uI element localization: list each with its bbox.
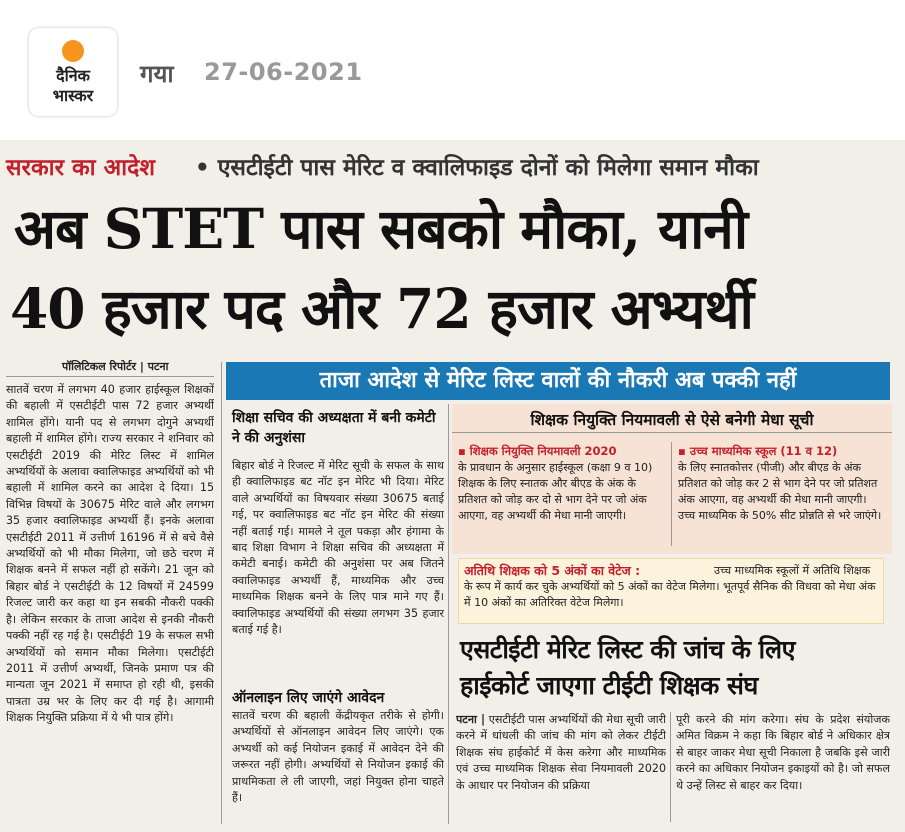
column3-text: एसटीईटी पास अभ्यर्थियों की मेधा सूची जारी करने में धांधली की जांच की मांग को लेकर टीईटी शिक्षक संघ हाईकोर्ट में केस करेगा और माध्यमिक एवं उच्च माध्यमिक शिक्षक सेवा नियमावली 2020 के आधार पर नियोजन की प्रक्रिया bbox=[456, 713, 666, 792]
article-column-1: सातवें चरण में लगभग 40 हजार हाईस्कूल शिक्षकों की बहाली में एसटीईटी पास 72 हजार अभ्यर्थी शामिल होंगे। यानी पद से लगभग दोगुने अभ्यर्थी बहाली में शामिल होंगे। राज्य सरकार ने शनिवार को एसटीईटी 2019 की मेरिट लिस्ट में शामिल अभ्यर्थियों के अलावा क्वालिफाइड अभ्यर्थियों को भी बहाली में शामिल करने का आदेश दे दिया। 15 विभिन्न विषयों के 30675 मेरिट वाले और लगभग 35 हजार क्वालिफाइड अभ्यर्थी हैं। इनके अलावा एसटीईटी 2011 में उत्तीर्ण 16196 में से बचे वैसे अभ्यर्थियों को भी मौका मिलेगा, जो छठे चरण में शिक्षक बनने में सफल नहीं हो सकेंगे। 21 जून को बिहार बोर्ड ने एसटीईटी के 12 विषयों में 24599 रिजल्ट जारी कर कहा था इन सबकी नौकरी पक्की है। लेकिन सरकार के ताजा आदेश से इनकी नौकरी पक्की नहीं रह गई है। एसटीईटी 19 के सफल सभी अभ्यर्थियों को समान मौका मिलेगा। एसटीईटी 2011 में उत्तीर्ण अभ्यर्थी, जिनके प्रमाण पत्र की मान्यता जून 2021 में समाप्त हो रही थी, इसकी पात्रता उम्र भर के लिए कर दी गई है। आगामी शिक्षक नियुक्ति प्रक्रिया में ये भी पात्र होंगे। bbox=[6, 383, 214, 725]
article-column-2b: सातवें चरण की बहाली केंद्रीयकृत तरीके से होगी। अभ्यर्थियों से ऑनलाइन आवेदन लिए जाएंगे। एक अभ्यर्थी को कई नियोजन इकाई में आवेदन देने की जरूरत नहीं होगी। अभ्यर्थियों से नियोजन इकाई की प्राथमिकता ले ली जाएगी, जहां नियुक्त होना चाहते हैं। bbox=[232, 709, 444, 805]
merit-rule-left-text: के प्रावधान के अनुसार हाईस्कूल (कक्षा 9 व 10) शिक्षक के लिए स्नातक और बीएड के अंक के प्रतिशत को जोड़ कर दो से भाग देने पर जो अंक आएगा, वह अभ्यर्थी की मेधा मानी जाएगी। bbox=[458, 461, 653, 522]
kicker-text: • एसटीईटी पास मेरिट व क्वालिफाइड दोनों को मिलेगा समान मौका bbox=[195, 155, 759, 181]
column-divider bbox=[6, 376, 214, 377]
second-headline-line2: हाईकोर्ट जाएगा टीईटी शिक्षक संघ bbox=[460, 671, 758, 700]
second-headline-line1: एसटीईटी मेरिट लिस्ट की जांच के लिए bbox=[460, 635, 795, 664]
column-divider bbox=[670, 712, 671, 822]
column2-heading: शिक्षा सचिव की अध्यक्षता में बनी कमेटी ने की अनुशंसा bbox=[232, 410, 436, 446]
merit-rule-right-label: ▪ उच्च माध्यमिक स्कूल (11 व 12) bbox=[678, 444, 838, 458]
article-column-2: बिहार बोर्ड ने रिजल्ट में मेरिट सूची के सफल के साथ ही क्वालिफाइड बट नॉट इन मेरिट भी दिया। मेरिट वाले अभ्यर्थियों का विषयवार संख्या 30675 बताई गई, पर क्वालिफाइड बट नॉट इन मेरिट की संख्या नहीं बताई गई। मामले ने तूल पकड़ा और हंगामा के बाद शिक्षा विभाग ने शिक्षा सचिव की अध्यक्षता में कमेटी बनाई। कमेटी की अनुशंसा पर अब जितने क्वालिफाइड अभ्यर्थी हैं, माध्यमिक और उच्च माध्यमिक शिक्षक बनने के लिए पात्र माने गए हैं। क्वालिफाइड अभ्यर्थियों की संख्या लगभग 35 हजार बताई गई है। bbox=[232, 459, 444, 637]
merit-rule-left-label: ▪ शिक्षक नियुक्ति नियमावली 2020 bbox=[458, 444, 617, 458]
dainik-bhaskar-logo[interactable] bbox=[29, 28, 117, 116]
weightage-text: उच्च माध्यमिक स्कूलों में अतिथि शिक्षक के रूप में कार्य कर चुके अभ्यर्थियों को 5 अंकों का वेटेज मिलेगा। भूतपूर्व सैनिक की विधवा को मेधा अंक में 10 अंकों का अतिरिक्त वेटेज मिलेगा। bbox=[464, 564, 876, 609]
edition-date: 27-06-2021 bbox=[204, 58, 363, 86]
sun-icon bbox=[62, 40, 84, 62]
logo-text-line2: भास्कर bbox=[52, 86, 94, 105]
article-column-4: पूरी करने की मांग करेगा। संघ के प्रदेश संयोजक अमित विक्रम ने कहा कि बिहार बोर्ड ने अधिकार क्षेत्र से बाहर जाकर मेधा सूची निकाला है जबकि इसे जारी करने का अधिकार नियोजन इकाइयों को है। जो सफल थे उन्हें लिस्ट से बाहर कर दिया। bbox=[676, 713, 890, 792]
article-column-3 bbox=[456, 712, 666, 824]
byline: पॉलिटिकल रिपोर्टर | पटना bbox=[62, 360, 169, 373]
column-divider bbox=[448, 404, 449, 824]
merit-rule-right-text: के लिए स्नातकोत्तर (पीजी) और बीएड के अंक प्रतिशत को जोड़ कर 2 से भाग देने पर जो प्रतिशत अंक आएगा, वह अभ्यर्थी की मेधा मानी जाएगी। उच्च माध्यमिक के 50% सीट प्रोन्नति से भरे जाएंगे। bbox=[678, 461, 882, 522]
section-banner: ताजा आदेश से मेरिट लिस्ट वालों की नौकरी अब पक्की नहीं bbox=[226, 362, 890, 400]
edition-name: गया bbox=[140, 60, 174, 88]
dateline: पटना | bbox=[456, 713, 486, 726]
column-divider bbox=[221, 362, 222, 824]
kicker-label: सरकार का आदेश bbox=[6, 155, 155, 181]
merit-rules-heading: शिक्षक नियुक्ति नियमावली से ऐसे बनेगी मेधा सूची bbox=[530, 411, 814, 429]
column2-subheading: ऑनलाइन लिए जाएंगे आवेदन bbox=[232, 690, 385, 706]
weightage-label: अतिथि शिक्षक को 5 अंकों का वेटेज : bbox=[464, 563, 641, 578]
box-divider bbox=[671, 442, 672, 546]
box-divider bbox=[452, 432, 892, 433]
main-headline-line2: 40 हजार पद और 72 हजार अभ्यर्थी bbox=[10, 276, 753, 341]
main-headline-line1: अब STET पास सबको मौका, यानी bbox=[14, 196, 748, 261]
logo-text-line1: दैनिक bbox=[56, 66, 90, 85]
